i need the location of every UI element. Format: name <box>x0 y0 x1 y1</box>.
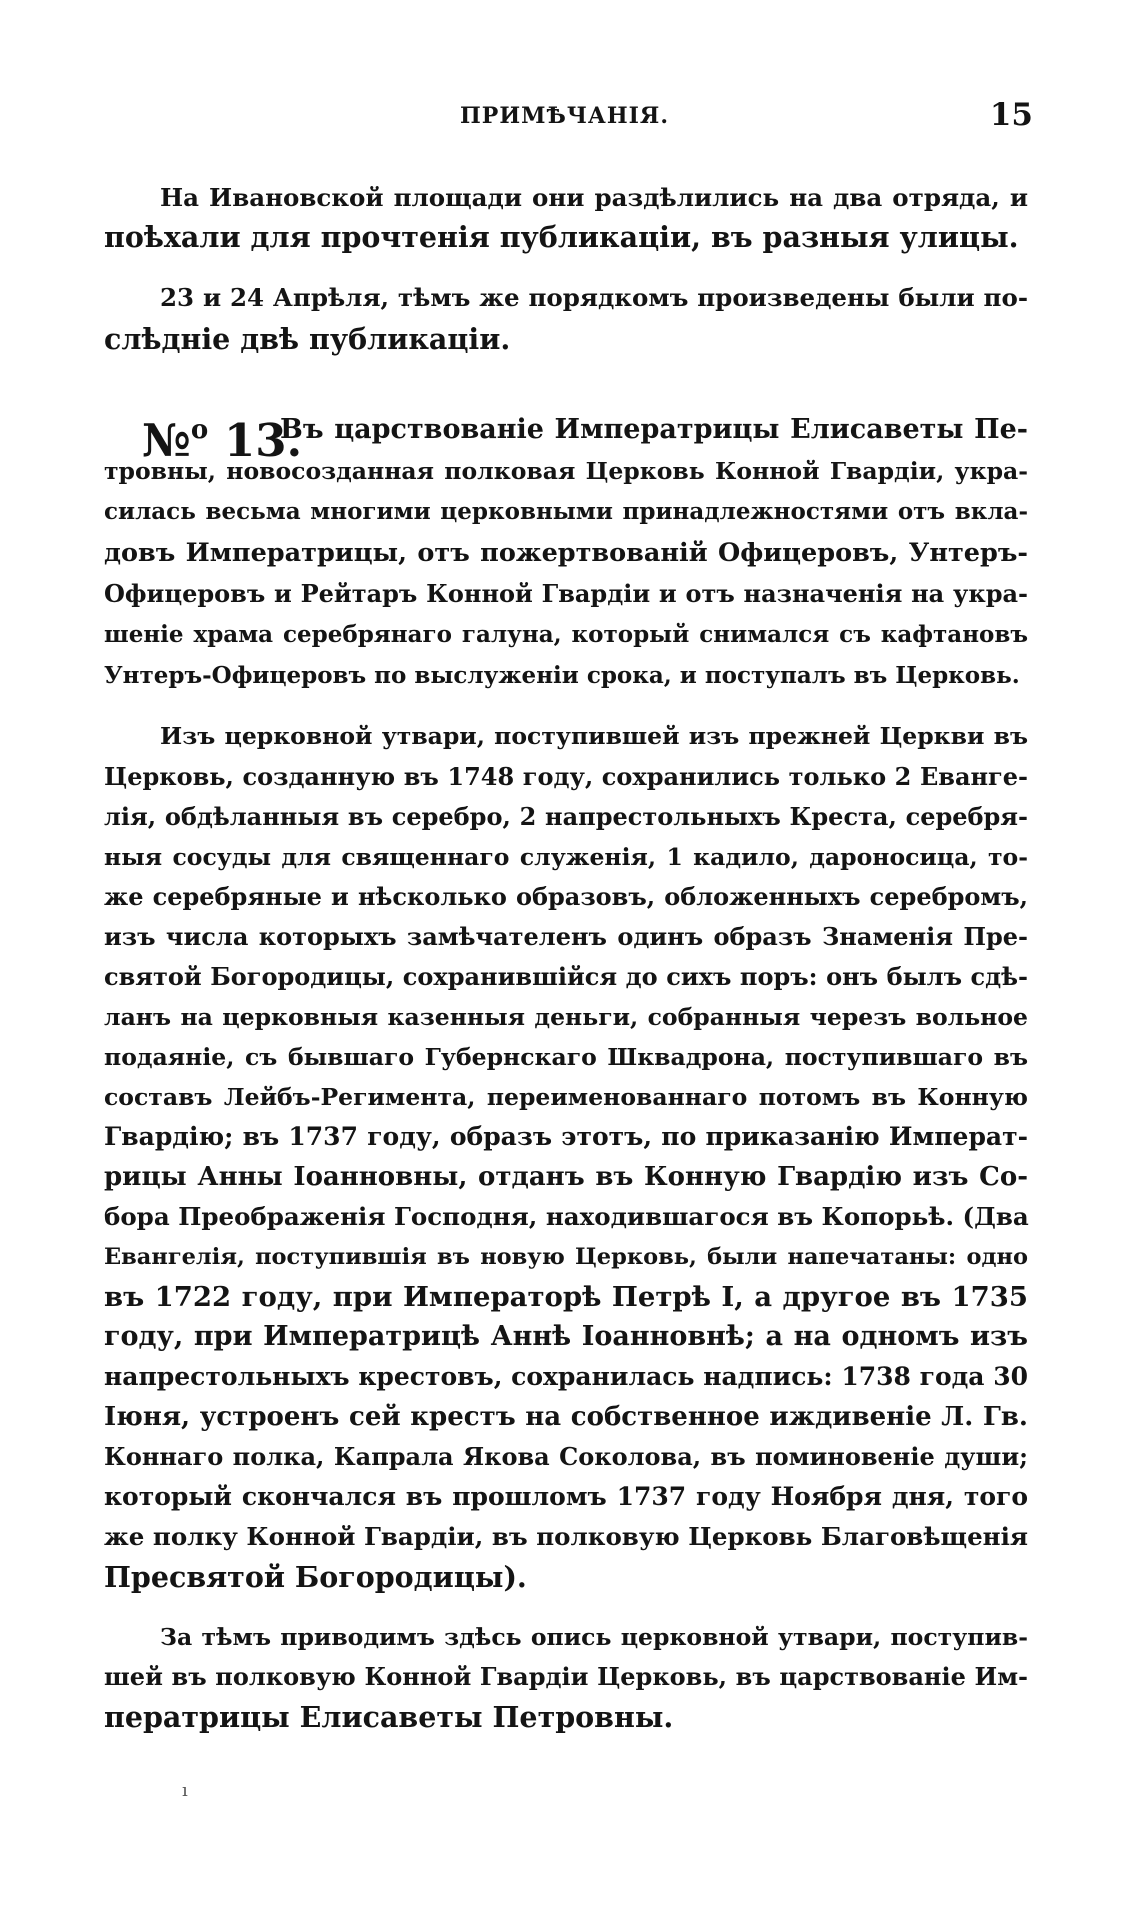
text-line: Гвардію; въ 1737 году, образъ этотъ, по приказанію Императ- <box>104 1122 1028 1151</box>
text-line: Въ царствованіе Императрицы Елисаветы Пе- <box>280 414 1028 445</box>
text-line: который скончался въ прошломъ 1737 году Ноября дня, того <box>104 1482 1028 1511</box>
text-line: шей въ полковую Конной Гвардіи Церковь, въ царствованіе Им- <box>104 1662 1028 1691</box>
print-speck: ı <box>182 1780 188 1801</box>
text-line: святой Богородицы, сохранившійся до сихъ поръ: онъ былъ сдѣ- <box>104 962 1028 991</box>
text-line: Офицеровъ и Рейтаръ Конной Гвардіи и отъ назначенія на укра- <box>104 579 1028 608</box>
text-line: тровны, новосозданная полковая Церковь Конной Гвардіи, укра- <box>104 457 1028 485</box>
text-line: въ 1722 году, при Императорѣ Петрѣ I, а другое въ 1735 <box>104 1281 1028 1313</box>
text-line: силась весьма многими церковными принадлежностями отъ вкла- <box>104 498 1028 525</box>
text-line: рицы Анны Іоанновны, отданъ въ Конную Гвардію изъ Со- <box>104 1162 1028 1192</box>
running-title: ПРИМѢЧАНІЯ. <box>460 103 669 129</box>
text-line: подаяніе, съ бывшаго Губернскаго Шквадрона, поступившаго въ <box>104 1043 1028 1071</box>
text-line: ператрицы Елисаветы Петровны. <box>104 1700 674 1734</box>
section-number-superscript: о <box>190 415 209 445</box>
text-line: Изъ церковной утвари, поступившей изъ прежней Церкви въ <box>160 722 1028 750</box>
text-line: Іюня, устроенъ сей крестъ на собственное иждивеніе Л. Гв. <box>104 1402 1028 1432</box>
text-line: Пресвятой Богородицы). <box>104 1560 527 1594</box>
section-number-prefix: № <box>142 414 191 467</box>
text-line: Церковь, созданную въ 1748 году, сохранились только 2 Еванге- <box>104 762 1028 791</box>
text-line: За тѣмъ приводимъ здѣсь опись церковной утвари, поступив- <box>160 1623 1028 1651</box>
text-line: шеніе храма серебрянаго галуна, который снимался съ кафтановъ <box>104 621 1028 648</box>
text-line: 23 и 24 Апрѣля, тѣмъ же порядкомъ произведены были по- <box>160 283 1028 312</box>
text-line: составъ Лейбъ-Регимента, переименованнаго потомъ въ Конную <box>104 1083 1028 1111</box>
text-line: бора Преображенія Господня, находившагося въ Копорьѣ. (Два <box>104 1202 1029 1231</box>
text-line: лія, обдѣланныя въ серебро, 2 напрестольныхъ Креста, серебря- <box>104 802 1028 831</box>
text-line: же полку Конной Гвардіи, въ полковую Церковь Благовѣщенія <box>104 1522 1028 1551</box>
text-line: Евангелія, поступившія въ новую Церковь, были напечатаны: одно <box>104 1244 1028 1270</box>
text-line: году, при Императрицѣ Аннѣ Іоанновнѣ; а на одномъ изъ <box>104 1321 1028 1352</box>
running-head <box>96 97 1033 143</box>
section-number-value: 13. <box>223 414 303 467</box>
text-line: ныя сосуды для священнаго служенія, 1 кадило, дароносица, то- <box>104 843 1028 871</box>
text-line: Коннаго полка, Капрала Якова Соколова, въ поминовеніе души; <box>104 1442 1028 1471</box>
text-line: поѣхали для прочтенія публикаціи, въ разныя улицы. <box>104 220 1019 254</box>
text-line: изъ числа которыхъ замѣчателенъ одинъ образъ Знаменія Пре- <box>104 922 1028 951</box>
text-line: слѣдніе двѣ публикаціи. <box>104 322 511 356</box>
text-line: На Ивановской площади они раздѣлились на два отряда, и <box>160 183 1028 212</box>
page-number: 15 <box>989 97 1033 133</box>
text-line: Унтеръ-Офицеровъ по выслуженіи срока, и поступалъ въ Церковь. <box>104 662 1020 689</box>
text-line: ланъ на церковныя казенныя деньги, собранныя черезъ вольное <box>104 1003 1028 1031</box>
text-line: же серебряные и нѣсколько образовъ, обложенныхъ серебромъ, <box>104 882 1028 911</box>
text-line: напрестольныхъ крестовъ, сохранилась надпись: 1738 года 30 <box>104 1362 1028 1391</box>
text-line: довъ Императрицы, отъ пожертвованій Офицеровъ, Унтеръ- <box>104 538 1028 568</box>
